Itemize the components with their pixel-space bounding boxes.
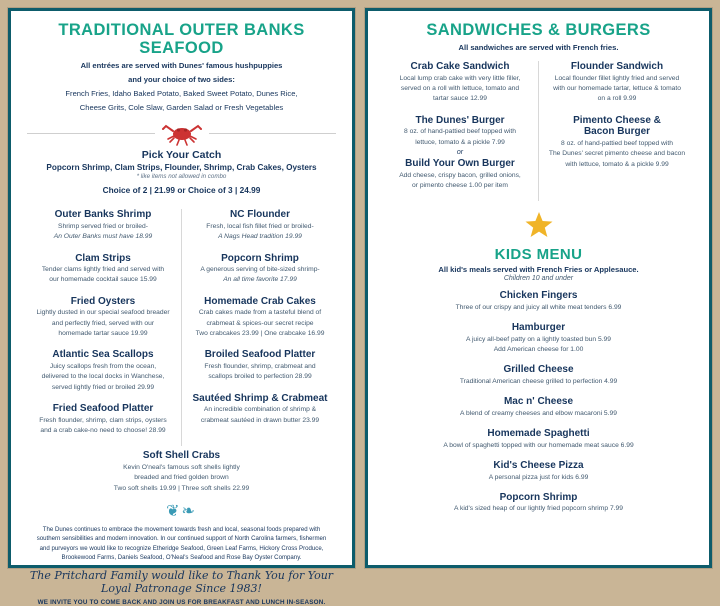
menu-item — [382, 396, 695, 418]
bottom-spacer — [382, 524, 695, 557]
item-desc: A kid's sized heap of our lightly fried popcorn shrimp 7.99 — [454, 505, 623, 513]
kids-menu-subtitle: All kid's meals served with French Fries or Applesauce. — [438, 265, 639, 275]
menu-item — [32, 296, 174, 339]
seafood-sides-1: French Fries, Idaho Baked Potato, Baked Sweet Potato, Dunes Rice, — [65, 89, 298, 99]
pick-your-catch-block — [25, 149, 338, 195]
item-name: Grilled Cheese — [503, 364, 574, 376]
menu-item — [32, 403, 174, 435]
item-desc: Fresh flounder, shrimp, clam strips, oysters — [39, 416, 167, 424]
item-desc: Crab cakes made from a tasteful blend of — [198, 309, 322, 317]
menu-item — [189, 296, 331, 339]
menu-item — [189, 253, 331, 285]
item-desc: with lettuce, tomato & a pickle 9.99 — [565, 160, 669, 168]
item-name: Fried Oysters — [70, 295, 136, 307]
crab-divider — [27, 120, 336, 146]
item-desc: tartar sauce 12.99 — [433, 95, 487, 103]
item-desc-italic: An Outer Banks must have 18.99 — [53, 233, 153, 241]
divider-line-left — [27, 133, 155, 134]
item-name: Crab Cake Sandwich — [410, 61, 510, 73]
pick-your-catch-list: Popcorn Shrimp, Clam Strips, Flounder, Shrimp, Crab Cakes, Oysters — [46, 163, 317, 173]
divider-line-right — [209, 133, 337, 134]
item-desc: delivered to the local docks in Wanchese, — [41, 373, 165, 381]
item-desc: and perfectly fried, served with our — [51, 319, 155, 327]
item-desc-italic: An all time favorite 17.99 — [223, 276, 297, 284]
left-menu-page — [8, 8, 355, 606]
menu-item — [546, 61, 688, 104]
item-desc: Shrimp served fried or broiled- — [58, 222, 148, 230]
item-desc: with our homemade tartar, lettuce & tomato — [553, 85, 681, 93]
seafood-section-title: TRADITIONAL OUTER BANKS SEAFOOD — [58, 21, 305, 58]
menu-item — [382, 290, 695, 312]
menu-item — [32, 349, 174, 392]
kids-star-decoration — [382, 211, 695, 244]
menu-item — [546, 115, 688, 169]
item-name: Clam Strips — [75, 252, 131, 264]
star-icon — [524, 211, 554, 239]
item-desc: Tender clams lightly fried and served with — [41, 266, 165, 274]
pick-your-catch-note: * like items not allowed in combo — [136, 173, 227, 181]
seafood-subtitle-1: All entrées are served with Dunes' famous hushpuppies — [80, 61, 283, 71]
item-desc: crabmeat sautéed in drawn butter 23.99 — [200, 416, 320, 424]
item-name: Mac n' Cheese — [503, 396, 574, 408]
menu-item — [189, 209, 331, 241]
item-name: Atlantic Sea Scallops — [52, 349, 154, 361]
item-desc: crabmeat & spices-our secret recipe — [206, 319, 314, 327]
sandwiches-columns — [382, 61, 695, 201]
soft-shell-crabs-item — [25, 450, 338, 493]
item-desc: The Dunes' secret pimento cheese and bacon — [548, 150, 686, 158]
item-desc: A generous serving of bite-sized shrimp- — [200, 266, 320, 274]
family-signature: The Pritchard Family would like to Thank You for Your Loyal Patronage Since 1983! — [29, 568, 334, 595]
item-desc: Juicy scallops fresh from the ocean, — [49, 362, 157, 370]
menu-item — [32, 253, 174, 285]
menu-item — [189, 393, 331, 425]
item-desc: on a roll 9.99 — [597, 95, 637, 103]
item-name: Chicken Fingers — [499, 290, 578, 302]
flourish-ornament-icon: ❦❧ — [166, 502, 197, 520]
item-name-line2: Bacon Burger — [583, 126, 651, 138]
item-name: Homemade Spaghetti — [487, 428, 590, 440]
item-desc: Add cheese, crispy bacon, grilled onions, — [399, 171, 521, 179]
or-separator: or — [456, 149, 464, 157]
seafood-sides-2: Cheese Grits, Cole Slaw, Garden Salad or Fresh Vegetables — [79, 103, 284, 113]
menu-item — [189, 349, 331, 381]
seafood-subtitle-2: and your choice of two sides: — [128, 75, 235, 85]
menu-item — [382, 460, 695, 482]
menu-item — [389, 61, 531, 104]
item-desc: Two crabcakes 23.99 | One crabcake 16.99 — [195, 330, 325, 338]
item-desc: Lightly dusted in our special seafood breader — [36, 309, 170, 317]
item-name: Flounder Sandwich — [570, 61, 664, 73]
menu-item — [382, 492, 695, 514]
pick-your-catch-price: Choice of 2 | 21.99 or Choice of 3 | 24.99 — [102, 185, 261, 196]
item-desc: or pimento cheese 1.00 per item — [412, 181, 508, 189]
menu-item — [382, 364, 695, 386]
menu-item — [382, 322, 695, 354]
item-desc: lettuce, tomato & a pickle 7.99 — [415, 138, 505, 146]
item-name: NC Flounder — [230, 209, 290, 221]
menu-item — [382, 428, 695, 450]
item-name: The Dunes' Burger — [415, 114, 505, 126]
item-name: Sautéed Shrimp & Crabmeat — [192, 392, 328, 404]
item-name: Pimento Cheese & — [573, 114, 661, 126]
item-desc: Three of our crispy and juicy all white meat tenders 6.99 — [455, 303, 622, 311]
item-desc-italic: A Nags Head tradition 19.99 — [218, 233, 302, 241]
item-name: Kid's Cheese Pizza — [493, 460, 584, 472]
item-desc: scallops broiled to perfection 28.99 — [208, 373, 312, 381]
item-desc: homemade tartar sauce 19.99 — [58, 330, 148, 338]
item-desc: A personal pizza just for kids 6.99 — [488, 473, 589, 481]
menu-item — [32, 209, 174, 241]
item-name: Popcorn Shrimp — [221, 252, 299, 264]
item-desc: 8 oz. of hand-pattied beef topped with — [404, 128, 516, 136]
sandwiches-column-right — [539, 61, 695, 201]
item-desc: 8 oz. of hand-pattied beef topped with — [561, 139, 673, 147]
item-name: Popcorn Shrimp — [499, 491, 578, 503]
item-desc: Kevin O'neal's famous soft shells lightly — [123, 463, 240, 471]
kids-menu-items — [382, 290, 695, 524]
crab-icon — [161, 120, 203, 146]
menu-item — [389, 115, 531, 147]
item-desc: A blend of creamy cheeses and elbow macaroni 5.99 — [460, 409, 617, 417]
item-name: Fried Seafood Platter — [52, 403, 154, 415]
kids-menu-title: KIDS MENU — [494, 246, 583, 264]
item-name: Hamburger — [511, 322, 566, 334]
item-desc: served on a roll with lettuce, tomato and — [400, 85, 520, 93]
invitation-text: WE INVITE YOU TO COME BACK AND JOIN US FOR BREAKFAST AND LUNCH IN-SEASON. — [37, 598, 326, 606]
sandwiches-subtitle: All sandwiches are served with French fries. — [458, 43, 619, 53]
menu-item — [389, 158, 531, 190]
item-desc: An incredible combination of shrimp & — [203, 406, 317, 414]
item-name: Build Your Own Burger — [405, 158, 515, 170]
item-desc: Local lump crab cake with very little filler, — [399, 74, 521, 82]
pick-your-catch-heading: Pick Your Catch — [141, 149, 222, 162]
seafood-column-right — [182, 209, 338, 446]
item-desc: breaded and fried golden brown — [134, 474, 229, 482]
sandwiches-section-title: SANDWICHES & BURGERS — [426, 21, 651, 39]
item-desc: and a crab cake-no need to choose! 28.99 — [40, 426, 166, 434]
seafood-columns — [25, 209, 338, 446]
item-name: Broiled Seafood Platter — [204, 349, 316, 361]
item-desc: Two soft shells 19.99 | Three soft shells 22.99 — [113, 484, 250, 492]
item-desc: served lightly fried or broiled 29.99 — [51, 383, 155, 391]
kids-menu-age-note: Children 10 and under — [503, 275, 574, 283]
item-name: Outer Banks Shrimp — [54, 209, 152, 221]
item-name: Homemade Crab Cakes — [204, 295, 316, 307]
item-desc: Fresh, local fish fillet fried or broiled- — [206, 222, 314, 230]
item-desc: A bowl of spaghetti topped with our homemade meat sauce 6.99 — [443, 441, 634, 449]
item-desc: A juicy all-beef patty on a lightly toasted bun 5.99 — [466, 335, 611, 343]
right-menu-page — [365, 8, 712, 568]
item-name: Soft Shell Crabs — [142, 450, 221, 462]
seafood-column-left — [25, 209, 182, 446]
item-desc: Fresh flounder, shrimp, crabmeat and — [204, 362, 316, 370]
item-desc: Add American cheese for 1.00 — [493, 346, 584, 354]
item-desc: our homemade cocktail sauce 15.99 — [49, 276, 157, 284]
item-desc: Local flounder fillet lightly fried and served — [554, 74, 680, 82]
footer-paragraph: The Dunes continues to embrace the movement towards fresh and local, seasonal foods prepared with southern sensibilities and modern innovation. In our continued support of North Carolina farmers, fishermen and purveyors we would like to recognize Etheridge Seafood, Green Leaf Farms, Hickory Cross Produce, Brookewood Farms, Daniels Seafood, O'Neal's Seafood and Rose Bay Oyster Company. — [36, 525, 327, 562]
item-desc: Traditional American cheese grilled to perfection 4.99 — [459, 377, 618, 385]
sandwiches-column-left — [382, 61, 539, 201]
